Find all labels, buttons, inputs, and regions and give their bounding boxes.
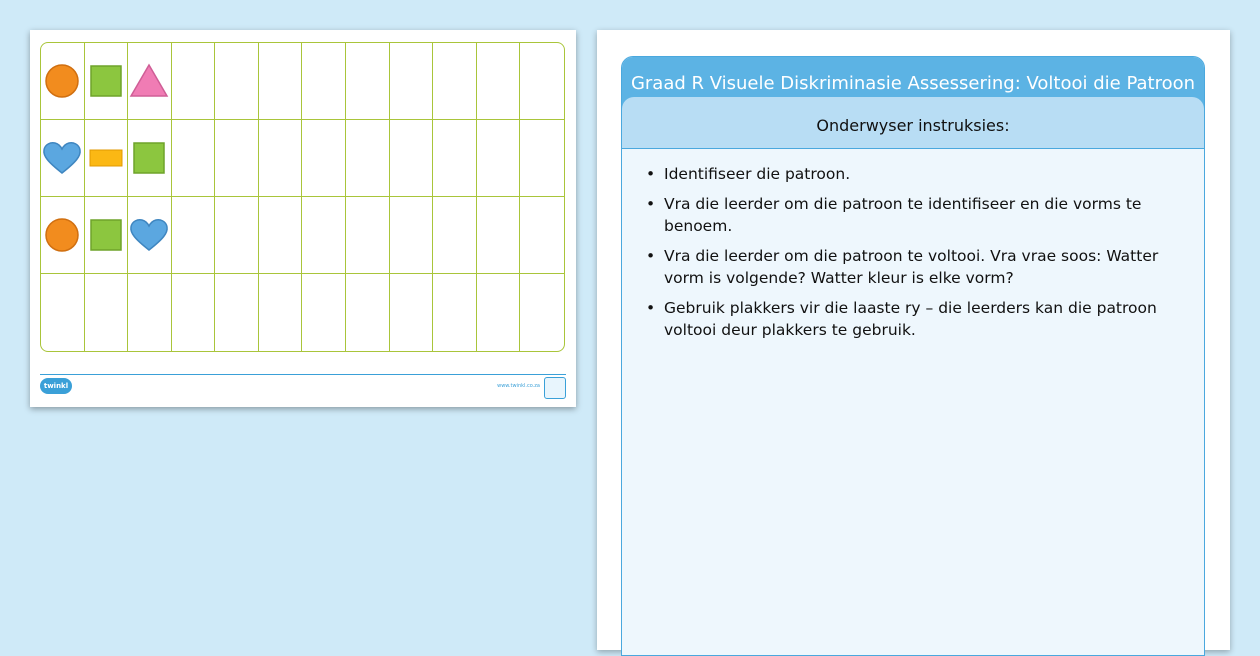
page-title: Graad R Visuele Diskriminasie Assessering: Voltooi die Patroon bbox=[622, 57, 1204, 109]
instructions-page bbox=[597, 30, 1230, 650]
pink-triangle-icon bbox=[129, 63, 169, 99]
twinkl-logo: twinkl bbox=[40, 378, 72, 394]
list-item: • Vra die leerder om die patroon te identifiseer en die vorms te benoem. bbox=[664, 193, 1204, 237]
orange-circle-icon bbox=[44, 63, 80, 99]
grid-cell bbox=[520, 43, 564, 120]
grid-cell bbox=[215, 274, 259, 351]
grid-cell bbox=[259, 197, 303, 274]
grid-cell bbox=[85, 274, 129, 351]
grid-cell bbox=[259, 43, 303, 120]
grid-cell bbox=[41, 274, 85, 351]
blue-heart-icon bbox=[42, 140, 82, 176]
grid-cell bbox=[433, 43, 477, 120]
grid-cell bbox=[128, 197, 172, 274]
site-url: www.twinkl.co.za bbox=[497, 383, 540, 389]
grid-cell bbox=[259, 120, 303, 197]
grid-cell bbox=[477, 274, 521, 351]
grid-cell bbox=[172, 43, 216, 120]
grid-cell bbox=[259, 274, 303, 351]
grid-cell bbox=[477, 120, 521, 197]
grid-cell bbox=[433, 197, 477, 274]
instructions-list bbox=[622, 163, 1204, 341]
grid-cell bbox=[477, 43, 521, 120]
grid-cell bbox=[346, 120, 390, 197]
badge-icon bbox=[544, 377, 566, 399]
grid-cell bbox=[302, 43, 346, 120]
green-square-icon bbox=[132, 141, 166, 175]
grid-cell bbox=[433, 120, 477, 197]
grid-cell bbox=[302, 197, 346, 274]
list-item: • Identifiseer die patroon. bbox=[664, 163, 1204, 185]
grid-cell bbox=[520, 274, 564, 351]
grid-cell bbox=[85, 43, 129, 120]
grid-cell bbox=[41, 120, 85, 197]
grid-cell bbox=[128, 43, 172, 120]
pattern-grid bbox=[40, 42, 565, 352]
grid-cell bbox=[433, 274, 477, 351]
grid-cell bbox=[520, 197, 564, 274]
grid-cell bbox=[346, 274, 390, 351]
orange-circle-icon bbox=[44, 217, 80, 253]
green-square-icon bbox=[89, 218, 123, 252]
worksheet-footer bbox=[40, 374, 566, 399]
grid-cell bbox=[215, 120, 259, 197]
grid-cell bbox=[41, 197, 85, 274]
worksheet-preview bbox=[30, 30, 576, 407]
grid-cell bbox=[520, 120, 564, 197]
instructions-panel bbox=[621, 56, 1205, 656]
grid-cell bbox=[390, 43, 434, 120]
grid-cell bbox=[390, 120, 434, 197]
grid-cell bbox=[346, 43, 390, 120]
blue-heart-icon bbox=[129, 217, 169, 253]
grid-cell bbox=[172, 274, 216, 351]
list-item: • Gebruik plakkers vir die laaste ry – die leerders kan die patroon voltooi deur plakkers te gebruik. bbox=[664, 297, 1204, 341]
grid-cell bbox=[390, 274, 434, 351]
yellow-rectangle-icon bbox=[89, 148, 123, 168]
grid-cell bbox=[346, 197, 390, 274]
grid-cell bbox=[85, 120, 129, 197]
green-square-icon bbox=[89, 64, 123, 98]
grid-cell bbox=[41, 43, 85, 120]
grid-cell bbox=[302, 274, 346, 351]
grid-cell bbox=[172, 120, 216, 197]
grid-cell bbox=[85, 197, 129, 274]
grid-cell bbox=[477, 197, 521, 274]
grid-cell bbox=[172, 197, 216, 274]
grid-cell bbox=[302, 120, 346, 197]
list-item: • Vra die leerder om die patroon te voltooi. Vra vrae soos: Watter vorm is volgende? Watter kleur is elke vorm? bbox=[664, 245, 1204, 289]
grid-cell bbox=[215, 43, 259, 120]
grid-cell bbox=[390, 197, 434, 274]
instructions-subtitle: Onderwyser instruksies: bbox=[622, 97, 1204, 149]
grid-cell bbox=[215, 197, 259, 274]
grid-cell bbox=[128, 120, 172, 197]
grid-cell bbox=[128, 274, 172, 351]
